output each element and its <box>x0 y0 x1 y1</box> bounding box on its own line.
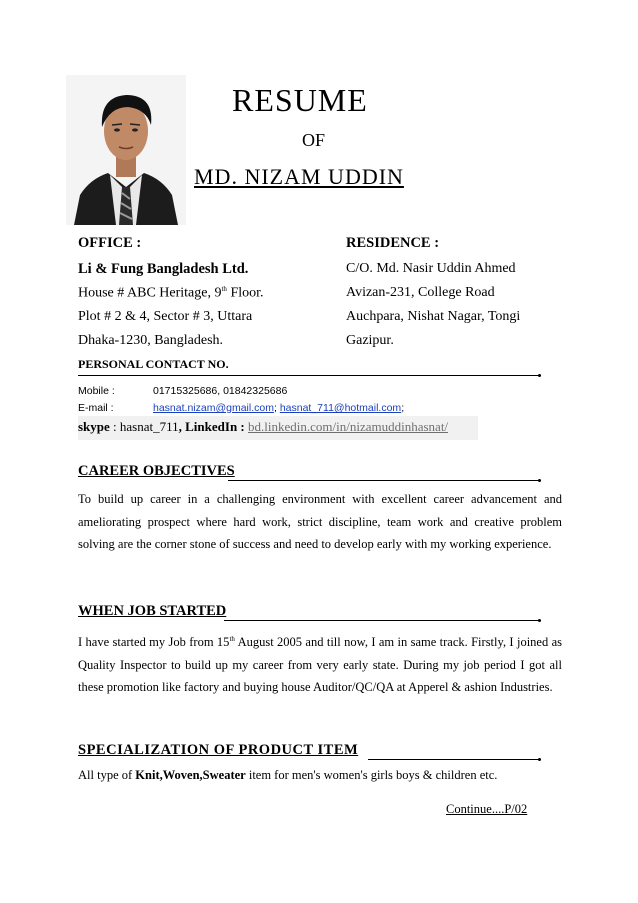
person-photo-icon <box>66 75 186 225</box>
social-line: skype : hasnat_711, LinkedIn : bd.linkedin.com/in/nizamuddinhasnat/ <box>78 419 449 434</box>
office-address-line2: Plot # 2 & 4, Sector # 3, Uttara <box>78 309 253 324</box>
linkedin-label: , LinkedIn : <box>178 419 249 434</box>
mobile-label: Mobile : <box>78 385 115 397</box>
job-rule <box>224 620 540 621</box>
contact-rule <box>78 375 540 376</box>
specialization-rule-dot <box>538 758 541 761</box>
office-company: Li & Fung Bangladesh Ltd. <box>78 261 249 277</box>
residence-line4: Gazipur. <box>346 333 394 348</box>
residence-line1: C/O. Md. Nasir Uddin Ahmed <box>346 261 516 276</box>
email-line: hasnat.nizam@gmail.com; hasnat_711@hotmail.com; <box>153 402 405 414</box>
resume-title: RESUME <box>232 82 368 118</box>
office-address-line1: House # ABC Heritage, 9th Floor. <box>78 285 264 301</box>
office-heading: OFFICE : <box>78 235 142 251</box>
residence-heading: RESIDENCE : <box>346 235 440 251</box>
career-heading: CAREER OBJECTIVES <box>78 463 235 479</box>
email-link-gmail[interactable]: hasnat.nizam@gmail.com <box>153 402 274 414</box>
career-rule <box>228 480 540 481</box>
specialization-text: All type of Knit,Woven,Sweater item for men's women's girls boys & children etc. <box>78 768 498 782</box>
contact-rule-dot <box>538 374 541 377</box>
career-rule-dot <box>538 479 541 482</box>
skype-label: skype <box>78 419 110 434</box>
job-heading: WHEN JOB STARTED <box>78 603 227 619</box>
office-address-line3: Dhaka-1230, Bangladesh. <box>78 333 224 348</box>
specialization-heading: SPECIALIZATION OF PRODUCT ITEM <box>78 742 359 758</box>
linkedin-link[interactable]: bd.linkedin.com/in/nizamuddinhasnat/ <box>248 419 449 434</box>
job-rule-dot <box>538 619 541 622</box>
candidate-name: MD. NIZAM UDDIN <box>194 164 404 189</box>
continue-note: Continue....P/02 <box>446 802 528 816</box>
residence-line2: Avizan-231, College Road <box>346 285 495 300</box>
job-text: I have started my Job from 15th August 2005 and till now, I am in same track. Firstly, I joined as Quality Inspector to build up my career from very early state. During my job period I got all these promotion like factory and buying house Auditor/QC/QA at Apperel & ashion Industries. <box>78 635 562 695</box>
career-text: To build up career in a challenging environment with excellent career advancement and ameliorating prospect where hard work, strict discipline, team work and creative problem solving are the corner stone of success and need to develop early with my working experience. <box>78 492 562 551</box>
contact-heading: PERSONAL CONTACT NO. <box>78 357 229 371</box>
email-label: E-mail : <box>78 402 114 414</box>
email-link-hotmail[interactable]: hasnat_711@hotmail.com <box>279 402 402 414</box>
resume-of: OF <box>302 130 326 150</box>
mobile-value: 01715325686, 01842325686 <box>153 385 288 397</box>
profile-photo <box>66 75 186 225</box>
specialization-rule <box>368 759 540 760</box>
residence-line3: Auchpara, Nishat Nagar, Tongi <box>346 309 521 324</box>
